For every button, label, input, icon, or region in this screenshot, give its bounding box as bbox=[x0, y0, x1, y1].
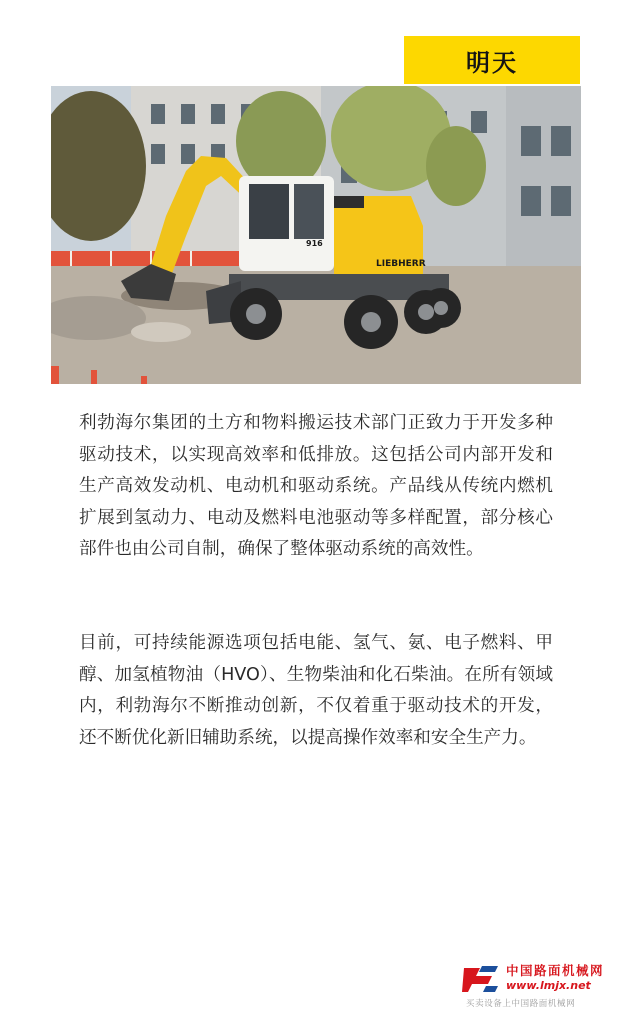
model-label: 916 bbox=[306, 239, 323, 248]
section-tag: 明天 bbox=[404, 36, 580, 84]
site-url: www.lmjx.net bbox=[506, 979, 591, 992]
excavator-photo bbox=[51, 86, 581, 384]
paragraph-drive-technologies: 利勃海尔集团的土方和物料搬运技术部门正致力于开发多种驱动技术，以实现高效率和低排放。这包括公司内部开发和生产高效发动机、电动机和驱动系统。产品线从传统内燃机扩展到氢动力、电动及燃料电池驱动等多样配置，部分核心部件也由公司自制，确保了整体驱动系统的高效性。 bbox=[79, 413, 553, 559]
paragraph-sustainable-energy: 目前，可持续能源选项包括电能、氢气、氨、电子燃料、甲醇、加氢植物油（HVO）、生物柴油和化石柴油。在所有领域内，利勃海尔不断推动创新，不仅着重于驱动技术的开发，还不断优化新旧辅助系统，以提高操作效率和安全生产力。 bbox=[79, 633, 553, 748]
footer-watermark bbox=[462, 960, 622, 1010]
lmjx-logo-icon bbox=[462, 962, 500, 996]
brand-label: LIEBHERR bbox=[376, 259, 426, 269]
site-name: 中国路面机械网 bbox=[506, 963, 605, 978]
site-slogan: 买卖设备上中国路面机械网 bbox=[466, 999, 576, 1009]
